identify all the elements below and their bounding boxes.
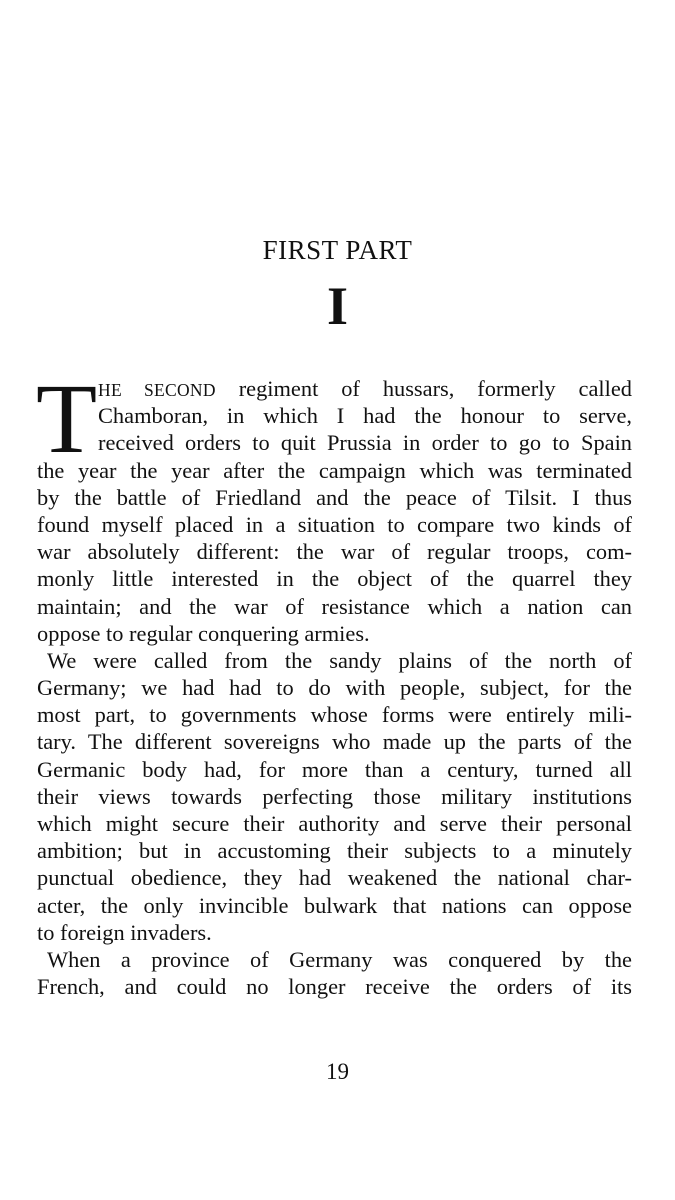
paragraph — [36, 363, 633, 647]
text-line: received orders to quit Prussia in order to go to Spain — [98, 430, 632, 456]
paragraph — [37, 647, 632, 946]
text-line: Chamboran, in which I had the honour to serve, — [98, 403, 632, 429]
text-line: When a province of Germany was conquered by the — [47, 946, 632, 972]
text-line: Germany; we had had to do with people, subject, for the — [37, 675, 632, 701]
small-caps-opening: HE SECOND — [98, 380, 216, 400]
text-line: to foreign invaders. — [37, 919, 212, 945]
text-line: oppose to regular conquering armies. — [37, 620, 370, 646]
text-line: war absolutely different: the war of regular troops, com- — [37, 539, 632, 565]
page-number: 19 — [326, 1059, 349, 1084]
text-line: acter, the only invincible bulwark that nations can oppose — [37, 892, 632, 918]
text-line: most part, to governments whose forms were entirely mili- — [37, 702, 632, 728]
text-line: Germanic body had, for more than a century, turned all — [37, 756, 632, 782]
text-line: ambition; but in accustoming their subjects to a minutely — [37, 838, 632, 864]
text-line: their views towards perfecting those military institutions — [37, 783, 632, 809]
paragraph — [37, 946, 632, 1000]
part-title: FIRST PART — [262, 235, 413, 265]
text-line: the year the year after the campaign which was terminated — [37, 457, 632, 483]
drop-cap: T — [36, 363, 98, 474]
body-text — [36, 363, 633, 1000]
text-line: tary. The different sovereigns who made up the parts of the — [37, 729, 632, 755]
text-line: found myself placed in a situation to compare two kinds of — [37, 511, 632, 537]
text-line: maintain; and the war of resistance which a nation can — [37, 593, 632, 619]
text-line: which might secure their authority and serve their personal — [37, 811, 632, 836]
text-line: HE SECOND regiment of hussars, formerly called — [98, 376, 633, 401]
text-line: monly little interested in the object of the quarrel they — [37, 566, 632, 592]
text-line: by the battle of Friedland and the peace of Tilsit. I thus — [37, 484, 632, 510]
text-line: punctual obedience, they had weakened the national char- — [37, 865, 632, 891]
chapter-number: I — [326, 276, 348, 336]
text-line: French, and could no longer receive the orders of its — [37, 974, 632, 1000]
text-line: We were called from the sandy plains of the north of — [47, 647, 632, 673]
